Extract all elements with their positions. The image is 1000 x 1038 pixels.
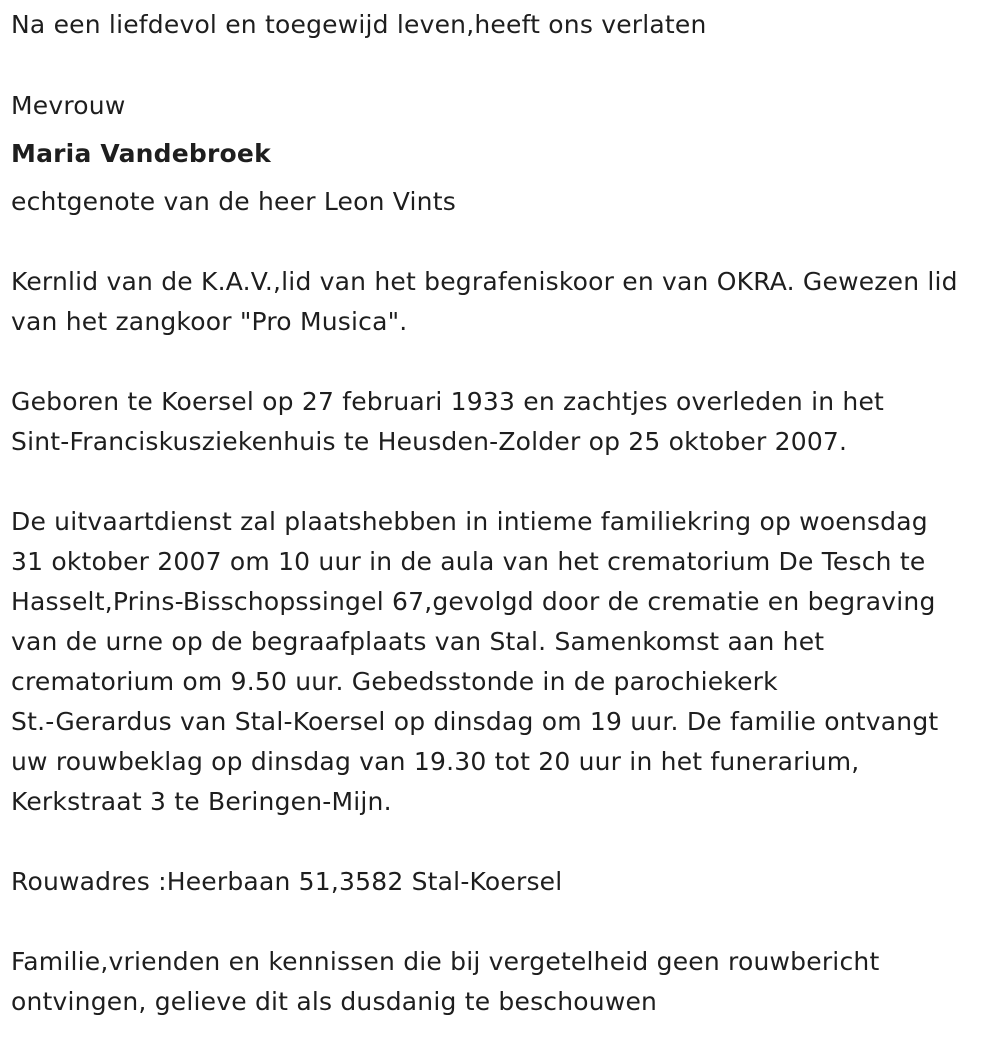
deceased-name: Maria Vandebroek (11, 139, 271, 168)
paragraph-line: uw rouwbeklag op dinsdag van 19.30 tot 20 uur in het funerarium, (11, 747, 860, 776)
paragraph-line: van de urne op de begraafplaats van Stal. Samenkomst aan het (11, 627, 825, 656)
paragraph-line: Kernlid van de K.A.V.,lid van het begrafeniskoor en van OKRA. Gewezen lid (11, 267, 958, 296)
paragraph-line: Sint-Franciskusziekenhuis te Heusden-Zolder op 25 oktober 2007. (11, 427, 848, 456)
paragraph-line: Geboren te Koersel op 27 februari 1933 en zachtjes overleden in het (11, 387, 885, 416)
paragraph-line: van het zangkoor "Pro Musica". (11, 307, 408, 336)
paragraph-line: Kerkstraat 3 te Beringen-Mijn. (11, 787, 392, 816)
intro-line: Na een liefdevol en toegewijd leven,heeft ons verlaten (11, 10, 707, 39)
paragraph-line: ontvingen, gelieve dit als dusdanig te beschouwen (11, 987, 658, 1016)
paragraph-line: crematorium om 9.50 uur. Gebedsstonde in de parochiekerk (11, 667, 778, 696)
paragraph-line: Hasselt,Prins-Bisschopssingel 67,gevolgd door de crematie en begraving (11, 587, 936, 616)
paragraph-line: De uitvaartdienst zal plaatshebben in intieme familiekring op woensdag (11, 507, 928, 536)
paragraph-line: St.-Gerardus van Stal-Koersel op dinsdag om 19 uur. De familie ontvangt (11, 707, 939, 736)
honorific: Mevrouw (11, 91, 126, 120)
paragraph-line: Familie,vrienden en kennissen die bij vergetelheid geen rouwbericht (11, 947, 880, 976)
mourning-address: Rouwadres :Heerbaan 51,3582 Stal-Koersel (11, 867, 563, 896)
spouse-line: echtgenote van de heer Leon Vints (11, 187, 456, 216)
paragraph-line: 31 oktober 2007 om 10 uur in de aula van het crematorium De Tesch te (11, 547, 926, 576)
